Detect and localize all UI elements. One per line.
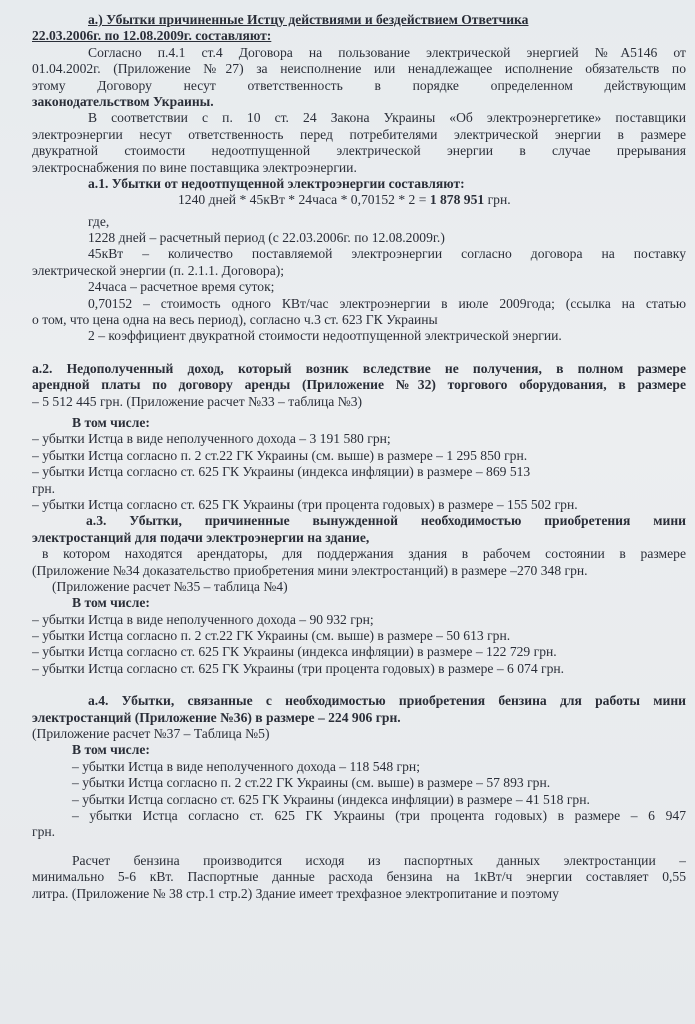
definition-line: электрической энергии (п. 2.1.1. Договора); [32,262,285,278]
formula-total: 1 878 951 [429,192,485,208]
section-a3-heading-cont: электростанций для подачи электроэнергии на здание, [32,529,370,545]
paragraph-line: В соответствии с п. 10 ст. 24 Закона Украины «Об электроэнергетике» поставщики [88,110,686,126]
section-a-heading: а.) Убытки причиненные Истцу действиями и бездействием Ответчика [88,12,529,27]
paragraph-line: минимально 5-6 кВт. Паспортные данные расхода бензина на 1кВт/ч энергии составляет 0,55 [32,869,686,885]
paragraph-line: двукратной стоимости недоотпущенной электрической энергии в случае прерывания [32,143,686,159]
list-item: – убытки Истца согласно ст. 625 ГК Украины (индекса инфляции) в размере – 122 729 грн. [32,644,557,660]
definition-line: 2 – коэффициент двукратной стоимости недоотпущенной электрической энергии. [88,328,562,344]
section-a-period: 22.03.2006г. по 12.08.2009г. составляют: [32,28,272,44]
section-a4-heading: а.4. Убытки, связанные с необходимостью приобретения бензина для работы мини [88,693,686,709]
paragraph-line: литра. (Приложение № 38 стр.1 стр.2) Здание имеет трехфазное электропитание и поэтому [32,885,559,901]
paragraph-line: в котором находятся арендаторы, для поддержания здания в рабочем состоянии в размере [42,546,686,562]
section-a3-heading: а.3. Убытки, причиненные вынужденной необходимостью приобретения мини [86,513,686,529]
definition-line: о том, что цена одна на весь период), согласно ч.3 ст. 623 ГК Украины [32,312,438,328]
list-item: – убытки Истца согласно п. 2 ст.22 ГК Украины (см. выше) в размере – 57 893 грн. [72,775,551,791]
paragraph-line: (Приложение расчет №35 – таблица №4) [52,578,288,594]
list-item: – убытки Истца согласно ст. 625 ГК Украины (три процента годовых) в размере – 6 947 [72,807,686,823]
list-item: грн. [32,824,56,840]
paragraph-line: Расчет бензина производится исходя из паспортных данных электростанции – [72,852,686,868]
formula: 1240 дней * 45кВт * 24часа * 0,70152 * 2 = 1 878 951 грн. [178,192,511,208]
list-item: – убытки Истца в виде неполученного дохода – 3 191 580 грн; [32,431,391,447]
paragraph-line: (Приложение расчет №37 – Таблица №5) [32,726,270,742]
section-a2-amount: – 5 512 445 грн. (Приложение расчет №33 – таблица №3) [32,393,363,409]
list-item: – убытки Истца в виде неполученного дохода – 118 548 грн; [72,758,420,774]
definition-line: 24часа – расчетное время суток; [88,279,275,295]
list-item: – убытки Истца согласно п. 2 ст.22 ГК Украины (см. выше) в размере – 50 613 грн. [32,628,511,644]
paragraph-line: электроснабжения по вине поставщика электроэнергии. [32,159,357,175]
list-item: – убытки Истца согласно п. 2 ст.22 ГК Украины (см. выше) в размере – 1 295 850 грн. [32,447,528,463]
list-item: – убытки Истца согласно ст. 625 ГК Украины (индекса инфляции) в размере – 869 513 [32,464,531,480]
list-item: – убытки Истца согласно ст. 625 ГК Украины (три процента годовых) в размере – 155 502 грн. [32,496,578,512]
including-label: В том числе: [72,414,150,430]
where-label: где, [88,213,110,229]
definition-line: 1228 дней – расчетный период (с 22.03.2006г. по 12.08.2009г.) [88,230,445,246]
document-body [32,12,686,902]
list-item: – убытки Истца согласно ст. 625 ГК Украины (индекса инфляции) в размере – 41 518 грн. [72,791,590,807]
paragraph-line: 01.04.2002г. (Приложение №27) за неисполнение или ненадлежащее исполнение обязательств по [32,61,686,77]
list-item: – убытки Истца в виде неполученного дохода – 90 932 грн; [32,611,374,627]
section-a4-heading-cont: электростанций (Приложение №36) в размере – 224 906 грн. [32,709,401,725]
paragraph-line: Согласно п.4.1 ст.4 Договора на пользование электрической энергией №А5146 от [88,44,686,60]
paragraph-line: электроэнергии несут ответственность перед потребителями электрической энергии в размере [32,126,686,142]
paragraph-line: этому Договору несут ответственность в порядке определенном действующим [32,77,686,93]
section-a1-heading: а.1. Убытки от недоотпущенной электроэнергии составляют: [88,175,465,191]
paragraph-line: законодательством Украины. [32,93,214,109]
list-item: – убытки Истца согласно ст. 625 ГК Украины (три процента годовых) в размере – 6 074 грн. [32,660,565,676]
definition-line: 0,70152 – стоимость одного КВт/час электроэнергии в июле 2009года; (ссылка на статью [88,295,686,311]
including-label: В том числе: [72,595,150,611]
section-a2-heading-cont: арендной платы по договору аренды (Приложение №32) торгового оборудования, в размере [32,377,686,393]
definition-line: 45кВт – количество поставляемой электроэнергии согласно договора на поставку [88,246,686,262]
including-label: В том числе: [72,742,150,758]
section-a2-heading: а.2. Недополученный доход, который возник вследствие не получения, в полном размере [32,360,686,376]
list-item: грн. [32,480,56,496]
paragraph-line: (Приложение №34 доказательство приобретения мини электростанций) в размере –270 348 грн. [32,562,588,578]
